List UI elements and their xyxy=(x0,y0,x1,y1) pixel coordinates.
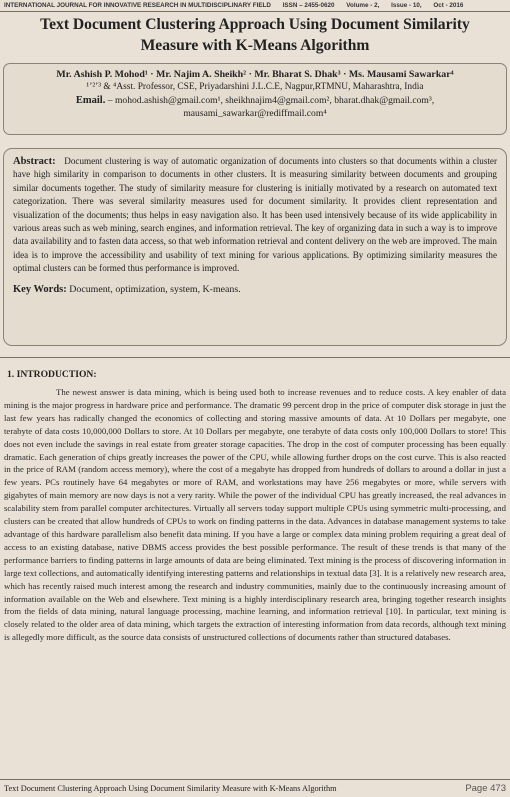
title-line-2: Measure with K-Means Algorithm xyxy=(140,37,370,54)
footer-rule xyxy=(0,779,510,780)
author-affiliation: ¹ʼ²ʼ³ & ⁴Asst. Professor, CSE, Priyadarshini J.L.C.E, Nagpur,RTMNU, Maharashtra, India xyxy=(86,82,424,92)
abstract-text: Document clustering is way of automatic organization of documents into clusters so that documents within a cluster have high similarity in comparison to documents in other clusters. It is measuring similarity between documents and grouping similar documents together. The study of similarity measure for clustering is initially motivated by a research on automated text categorization. There was several similarity measures used for document similarity. It provides client representation and visualization of the documents; thus helps in easy navigation also. It has been used intensively because of its wide applicability in various areas such as web mining, search engines, and information retrieval. The key of organizing data in such a way is to improve data availability and to fasten data access, so that web information retrieval and content delivery on the web are improved. The main idea is to improve the accessibility and usability of text mining for various applications. By optimizing similarity measures the optimal clusters can be formed thus performance is improved. xyxy=(13,156,497,274)
authors-box xyxy=(3,63,507,135)
email-label: Email. xyxy=(75,95,106,106)
abstract xyxy=(13,155,497,276)
section-heading: 1. INTRODUCTION: xyxy=(7,369,97,380)
keywords-label: Key Words: xyxy=(13,283,67,295)
journal-header xyxy=(0,0,510,11)
section-rule xyxy=(0,357,510,358)
title-line-1: Text Document Clustering Approach Using Document Similarity xyxy=(40,16,470,33)
email-list-2: mausami_sawarkar@rediffmail.com⁴ xyxy=(183,108,327,119)
keywords-text: Document, optimization, system, K-means. xyxy=(69,283,241,295)
email-list-1: – mohod.ashish@gmail.com¹, sheikhnajim4@gmail.com², bharat.dhak@gmail.com³, xyxy=(107,95,435,106)
introduction-body: The newest answer is data mining, which is being used both to increase revenues and to reduce costs. A key enabler of data mining is the major progress in hardware price and performance. The dramatic 99 percent drop in the price of computer disk storage in just the last few years has radically changed the economics of collecting and storing massive amounts of data. At 10 Dollars per megabyte, one terabyte of data costs 10,000,000 Dollars to store. At 10 Dollars per megabyte, one terabyte of data costs only 100,000 Dollars to store! This does not even include the savings in real estate from greater storage capacities. The drop in the cost of computer processing has been equally dramatic. Each generation of chips greatly increases the power of the CPU, while allowing further drops on the cost curve. This is also reacted in the price of RAM (random access memory), where the cost of a megabyte has dropped from hundreds of dollars to around a dollar in just a few years. PCs routinely have 64 megabytes or more of RAM, and workstations may have 256 megabytes or more, while servers with gigabytes of main memory are now days is not a very rarity. While the power of the individual CPU has greatly increased, the real advances in scalability stem from parallel computer architectures. Virtually all servers today support multiple CPUs using symmetric multi-processing, and clusters can be created that allow hundreds of CPUs to work on finding patterns in the data. Advances in database management systems to take advantage of this hardware parallelism also benefit data mining. If you have a large or complex data mining problem requiring a great deal of access to an existing database, native DBMS access provides the best possible performance. The result of these trends is that many of the performance barriers to finding patterns in large amounts of data are being eliminated. Text mining is the process of discovering information in large text collections, and automatically identifying interesting patterns and relationships in textual data [3]. It is a relatively new research area, which has recently raised much interest among the research and industry communities, mainly due to the continuously increasing amount of information available on the Web and elsewhere. Text mining is a highly interdisciplinary research area, bringing together research insights from the fields of data mining, natural language processing, machine learning, and information retrieval [10]. In particular, text mining is closely related to the older area of data mining, which targets the extraction of interesting information from data records, although text mining is allegedly more difficult, as the source data consists of unstructured collections of documents rather than structured databases. xyxy=(4,387,506,643)
page-footer xyxy=(4,782,506,796)
header-rule xyxy=(0,11,510,12)
journal-name: INTERNATIONAL JOURNAL FOR INNOVATIVE RESEARCH IN MULTIDISCIPLINARY FIELD xyxy=(4,2,271,9)
running-title: Text Document Clustering Approach Using Document Similarity Measure with K-Means Algorithm xyxy=(4,784,337,793)
journal-volume: Volume - 2, xyxy=(346,2,380,9)
author-names: Mr. Ashish P. Mohod¹ · Mr. Najim A. Sheikh² · Mr. Bharat S. Dhak³ · Ms. Mausami Sawarkar⁴ xyxy=(56,69,454,80)
journal-date: Oct - 2016 xyxy=(433,2,464,9)
page-number: Page 473 xyxy=(465,783,506,794)
abstract-box xyxy=(3,148,507,346)
journal-issn: ISSN – 2455-0620 xyxy=(282,2,335,9)
journal-issue: Issue - 10, xyxy=(391,2,422,9)
paper-title xyxy=(10,14,500,56)
abstract-label: Abstract: xyxy=(13,156,56,167)
keywords xyxy=(13,283,497,296)
